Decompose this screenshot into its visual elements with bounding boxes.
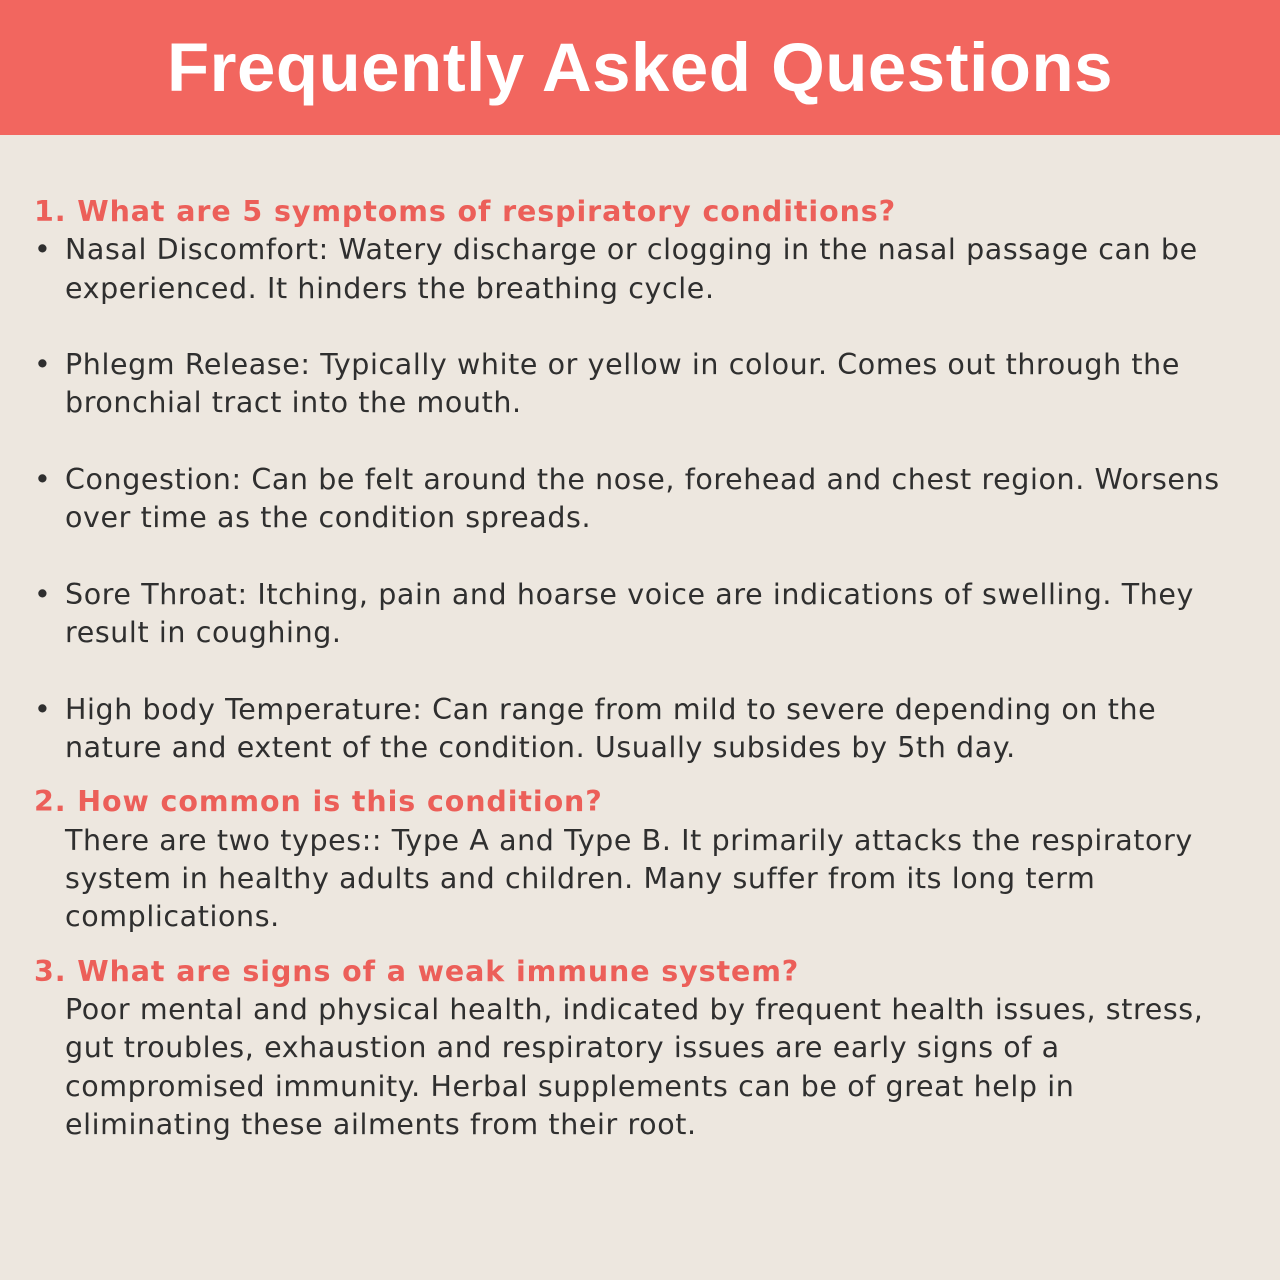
question-3: 3. What are signs of a weak immune system? <box>34 954 800 988</box>
symptom-item <box>34 346 1250 423</box>
question-1: 1. What are 5 symptoms of respiratory conditions? <box>34 195 897 228</box>
bullet-dot-icon: • <box>34 233 52 267</box>
symptom-text: Itching, pain and hoarse voice are indications of swelling. They result in coughing. <box>65 577 1195 650</box>
bullet-dot-icon: • <box>34 348 52 382</box>
symptom-label: High body Temperature: <box>65 692 423 726</box>
answer-3: Poor mental and physical health, indicated by frequent health issues, stress, gut troubles, exhaustion and respiratory issues are early signs of a compromised immunity. Herbal supplements can be of great help in eliminating these ailments from their root. <box>65 992 1204 1141</box>
symptom-label: Phlegm Release: <box>65 348 311 382</box>
symptom-text: Can be felt around the nose, forehead and chest region. Worsens over time as the condition spreads. <box>65 463 1220 535</box>
symptom-text: Watery discharge or clogging in the nasal passage can be experienced. It hinders the breathing cycle. <box>65 233 1198 305</box>
symptom-label: Congestion: <box>65 463 242 497</box>
symptom-item <box>34 576 1250 653</box>
question-2: 2. How common is this condition? <box>34 785 603 819</box>
faq-content <box>34 193 1250 1160</box>
symptom-item <box>34 461 1250 538</box>
bullet-dot-icon: • <box>34 692 52 726</box>
symptom-text: Typically white or yellow in colour. Comes out through the bronchial tract into the mouth. <box>65 348 1180 420</box>
symptom-label: Sore Throat: <box>65 577 248 611</box>
page-title: Frequently Asked Questions <box>167 29 1113 106</box>
symptom-text: Can range from mild to severe depending on the nature and extent of the condition. Usually subsides by 5th day. <box>65 692 1157 765</box>
bullet-dot-icon: • <box>34 463 52 497</box>
symptom-item <box>34 691 1250 768</box>
bullet-dot-icon: • <box>34 577 52 611</box>
symptom-label: Nasal Discomfort: <box>65 233 329 267</box>
answer-2: There are two types:: Type A and Type B. It primarily attacks the respiratory system in healthy adults and children. Many suffer from its long term complications. <box>65 823 1193 934</box>
symptom-item <box>34 231 1250 308</box>
header-banner <box>0 0 1280 135</box>
